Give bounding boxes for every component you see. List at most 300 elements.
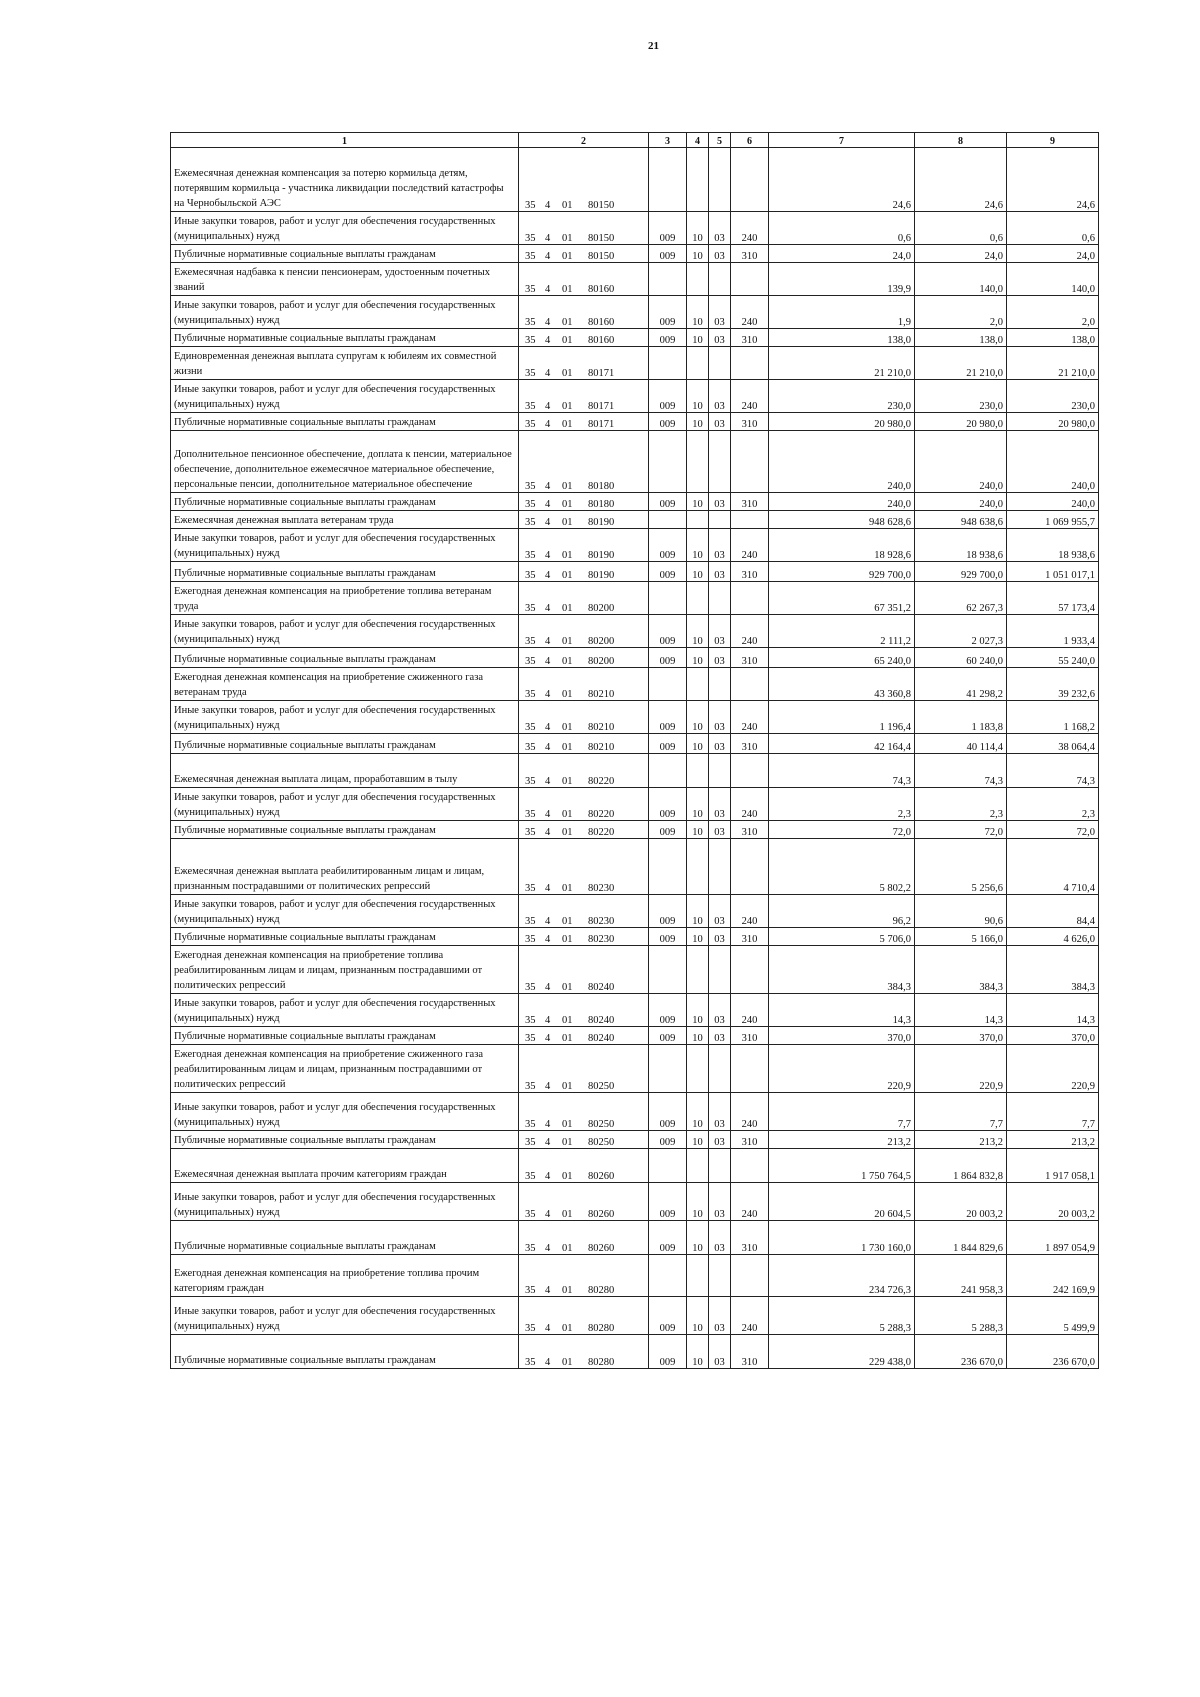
code-part-c2b: 4 [545,1171,551,1182]
amount-col-8: 1 844 829,6 [915,1221,1007,1255]
ministry-code: 009 [649,380,687,413]
amount-col-9: 1 897 054,9 [1007,1221,1099,1255]
code-part-c2a: 35 [525,251,536,262]
amount-col-7: 0,6 [769,212,915,245]
code-part-c2a: 35 [525,1357,536,1368]
ministry-code: 009 [649,1183,687,1221]
code-part-c2c: 01 [562,317,573,328]
amount-col-9: 24,6 [1007,148,1099,212]
amount-col-9: 18 938,6 [1007,529,1099,562]
code-part-c2c: 01 [562,1171,573,1182]
header-col-5: 5 [709,133,731,148]
code-part-c2b: 4 [545,481,551,492]
code-part-c2a: 35 [525,1209,536,1220]
row-name: Иные закупки товаров, работ и услуг для обеспечения государственных (муниципальных) нужд [171,615,519,648]
section-code: 10 [687,1297,709,1335]
table-row [171,668,1099,701]
amount-col-8: 20 003,2 [915,1183,1007,1221]
target-article-code [519,148,649,212]
amount-col-7: 20 980,0 [769,413,915,431]
amount-col-8: 14,3 [915,994,1007,1027]
code-part-c2c: 01 [562,284,573,295]
amount-col-9: 21 210,0 [1007,347,1099,380]
amount-col-8: 72,0 [915,821,1007,839]
subsection-code [709,946,731,994]
row-name: Ежемесячная надбавка к пенсии пенсионерам, удостоенным почетных званий [171,263,519,296]
code-part-c2b: 4 [545,317,551,328]
code-part-c2c: 01 [562,1357,573,1368]
code-part-c2b: 4 [545,809,551,820]
amount-col-7: 24,0 [769,245,915,263]
amount-col-7: 1,9 [769,296,915,329]
ministry-code [649,946,687,994]
code-part-c2a: 35 [525,776,536,787]
code-part-c2d: 80280 [588,1285,615,1296]
code-part-c2c: 01 [562,934,573,945]
code-part-c2b: 4 [545,1357,551,1368]
row-name: Ежегодная денежная компенсация на приобретение сжиженного газа реабилитированным лицам и лицам, признанным пострадавшими от политических репрессий [171,1045,519,1093]
row-name: Ежегодная денежная компенсация на приобретение топлива ветеранам труда [171,582,519,615]
table-row [171,839,1099,895]
section-code [687,582,709,615]
ministry-code: 009 [649,1093,687,1131]
code-part-c2c: 01 [562,656,573,667]
amount-col-7: 139,9 [769,263,915,296]
row-name: Иные закупки товаров, работ и услуг для обеспечения государственных (муниципальных) нужд [171,1183,519,1221]
ministry-code [649,148,687,212]
code-part-c2a: 35 [525,883,536,894]
row-name: Публичные нормативные социальные выплаты гражданам [171,821,519,839]
section-code [687,263,709,296]
code-part-c2c: 01 [562,1119,573,1130]
expense-type-code: 240 [731,1183,769,1221]
code-part-c2a: 35 [525,517,536,528]
code-part-c2a: 35 [525,636,536,647]
amount-col-7: 2,3 [769,788,915,821]
target-article-code [519,788,649,821]
ministry-code: 009 [649,329,687,347]
code-part-c2a: 35 [525,200,536,211]
page-number: 21 [648,40,659,52]
table-row [171,329,1099,347]
subsection-code: 03 [709,245,731,263]
section-code: 10 [687,615,709,648]
amount-col-8: 62 267,3 [915,582,1007,615]
section-code [687,668,709,701]
header-col-1: 1 [171,133,519,148]
amount-col-8: 236 670,0 [915,1335,1007,1369]
amount-col-7: 929 700,0 [769,562,915,582]
code-part-c2d: 80200 [588,603,615,614]
amount-col-8: 384,3 [915,946,1007,994]
code-part-c2a: 35 [525,1285,536,1296]
subsection-code: 03 [709,1027,731,1045]
expense-type-code: 240 [731,1297,769,1335]
amount-col-8: 24,6 [915,148,1007,212]
amount-col-9: 4 710,4 [1007,839,1099,895]
amount-col-7: 229 438,0 [769,1335,915,1369]
amount-col-8: 138,0 [915,329,1007,347]
row-name: Публичные нормативные социальные выплаты гражданам [171,1335,519,1369]
amount-col-9: 4 626,0 [1007,928,1099,946]
code-part-c2b: 4 [545,1137,551,1148]
ministry-code: 009 [649,562,687,582]
ministry-code [649,754,687,788]
amount-col-8: 140,0 [915,263,1007,296]
code-part-c2c: 01 [562,570,573,581]
amount-col-8: 370,0 [915,1027,1007,1045]
header-col-3: 3 [649,133,687,148]
ministry-code [649,582,687,615]
code-part-c2a: 35 [525,1033,536,1044]
amount-col-9: 38 064,4 [1007,734,1099,754]
expense-type-code: 310 [731,493,769,511]
expense-type-code: 310 [731,562,769,582]
code-part-c2a: 35 [525,916,536,927]
subsection-code [709,1149,731,1183]
code-part-c2b: 4 [545,251,551,262]
subsection-code: 03 [709,648,731,668]
section-code: 10 [687,928,709,946]
ministry-code [649,347,687,380]
expense-type-code: 240 [731,212,769,245]
code-part-c2b: 4 [545,1033,551,1044]
row-name: Публичные нормативные социальные выплаты гражданам [171,493,519,511]
subsection-code: 03 [709,1131,731,1149]
amount-col-7: 74,3 [769,754,915,788]
table-row [171,1183,1099,1221]
subsection-code: 03 [709,821,731,839]
row-name: Ежемесячная денежная выплата ветеранам труда [171,511,519,529]
amount-col-8: 220,9 [915,1045,1007,1093]
expense-type-code: 310 [731,329,769,347]
expense-type-code [731,1149,769,1183]
section-code: 10 [687,212,709,245]
amount-col-9: 72,0 [1007,821,1099,839]
amount-col-7: 213,2 [769,1131,915,1149]
code-part-c2d: 80220 [588,776,615,787]
ministry-code [649,263,687,296]
code-part-c2b: 4 [545,742,551,753]
code-part-c2d: 80230 [588,883,615,894]
ministry-code: 009 [649,1221,687,1255]
code-part-c2d: 80150 [588,233,615,244]
table-row [171,148,1099,212]
amount-col-8: 5 288,3 [915,1297,1007,1335]
table-row [171,895,1099,928]
amount-col-8: 40 114,4 [915,734,1007,754]
amount-col-7: 230,0 [769,380,915,413]
target-article-code [519,413,649,431]
row-name: Публичные нормативные социальные выплаты гражданам [171,1221,519,1255]
target-article-code [519,1045,649,1093]
expense-type-code: 240 [731,1093,769,1131]
amount-col-7: 240,0 [769,431,915,493]
section-code: 10 [687,648,709,668]
code-part-c2d: 80160 [588,284,615,295]
section-code [687,347,709,380]
subsection-code [709,1255,731,1297]
code-part-c2d: 80260 [588,1243,615,1254]
code-part-c2d: 80171 [588,419,615,430]
amount-col-7: 7,7 [769,1093,915,1131]
code-part-c2a: 35 [525,550,536,561]
amount-col-8: 24,0 [915,245,1007,263]
target-article-code [519,1335,649,1369]
amount-col-7: 384,3 [769,946,915,994]
amount-col-9: 236 670,0 [1007,1335,1099,1369]
ministry-code: 009 [649,788,687,821]
amount-col-8: 240,0 [915,493,1007,511]
amount-col-9: 1 933,4 [1007,615,1099,648]
ministry-code: 009 [649,928,687,946]
target-article-code [519,1297,649,1335]
code-part-c2b: 4 [545,1243,551,1254]
code-part-c2c: 01 [562,1243,573,1254]
subsection-code [709,668,731,701]
row-name: Публичные нормативные социальные выплаты гражданам [171,245,519,263]
amount-col-8: 18 938,6 [915,529,1007,562]
amount-col-9: 1 051 017,1 [1007,562,1099,582]
section-code: 10 [687,788,709,821]
code-part-c2c: 01 [562,1033,573,1044]
code-part-c2a: 35 [525,982,536,993]
section-code: 10 [687,562,709,582]
ministry-code [649,839,687,895]
code-part-c2c: 01 [562,636,573,647]
code-part-c2d: 80150 [588,251,615,262]
section-code [687,946,709,994]
expense-type-code [731,347,769,380]
amount-col-9: 242 169,9 [1007,1255,1099,1297]
section-code [687,1255,709,1297]
amount-col-9: 230,0 [1007,380,1099,413]
table-row [171,529,1099,562]
table-row [171,263,1099,296]
code-part-c2a: 35 [525,656,536,667]
code-part-c2c: 01 [562,1015,573,1026]
table-row [171,946,1099,994]
code-part-c2c: 01 [562,335,573,346]
code-part-c2d: 80190 [588,550,615,561]
target-article-code [519,431,649,493]
code-part-c2b: 4 [545,284,551,295]
table-row [171,615,1099,648]
subsection-code: 03 [709,329,731,347]
expense-type-code [731,1255,769,1297]
subsection-code [709,431,731,493]
header-col-8: 8 [915,133,1007,148]
amount-col-9: 1 917 058,1 [1007,1149,1099,1183]
code-part-c2d: 80180 [588,481,615,492]
table-row [171,1027,1099,1045]
code-part-c2c: 01 [562,499,573,510]
ministry-code [649,1255,687,1297]
table-row [171,994,1099,1027]
amount-col-9: 20 003,2 [1007,1183,1099,1221]
code-part-c2a: 35 [525,603,536,614]
code-part-c2b: 4 [545,1323,551,1334]
amount-col-9: 55 240,0 [1007,648,1099,668]
section-code [687,1149,709,1183]
amount-col-8: 0,6 [915,212,1007,245]
row-name: Ежемесячная денежная выплата прочим категориям граждан [171,1149,519,1183]
amount-col-9: 2,3 [1007,788,1099,821]
subsection-code [709,582,731,615]
subsection-code [709,148,731,212]
code-part-c2c: 01 [562,809,573,820]
code-part-c2b: 4 [545,722,551,733]
code-part-c2a: 35 [525,1171,536,1182]
code-part-c2c: 01 [562,883,573,894]
code-part-c2b: 4 [545,689,551,700]
table-body [171,148,1099,1369]
row-name: Иные закупки товаров, работ и услуг для обеспечения государственных (муниципальных) нужд [171,994,519,1027]
row-name: Публичные нормативные социальные выплаты гражданам [171,1027,519,1045]
code-part-c2b: 4 [545,1285,551,1296]
subsection-code [709,754,731,788]
expense-type-code: 310 [731,734,769,754]
ministry-code: 009 [649,734,687,754]
ministry-code: 009 [649,615,687,648]
ministry-code: 009 [649,648,687,668]
row-name: Ежемесячная денежная выплата реабилитированным лицам и лицам, признанным пострадавшими от политических репрессий [171,839,519,895]
code-part-c2a: 35 [525,809,536,820]
code-part-c2a: 35 [525,570,536,581]
amount-col-9: 1 069 955,7 [1007,511,1099,529]
code-part-c2b: 4 [545,1119,551,1130]
subsection-code: 03 [709,928,731,946]
target-article-code [519,754,649,788]
amount-col-7: 5 288,3 [769,1297,915,1335]
code-part-c2b: 4 [545,499,551,510]
header-col-7: 7 [769,133,915,148]
code-part-c2c: 01 [562,776,573,787]
subsection-code [709,1045,731,1093]
code-part-c2b: 4 [545,916,551,927]
code-part-c2b: 4 [545,335,551,346]
table-row [171,296,1099,329]
table-row [171,648,1099,668]
expense-type-code: 240 [731,994,769,1027]
code-part-c2a: 35 [525,317,536,328]
row-name: Публичные нормативные социальные выплаты гражданам [171,562,519,582]
code-part-c2c: 01 [562,419,573,430]
ministry-code: 009 [649,413,687,431]
section-code: 10 [687,895,709,928]
row-name: Ежемесячная денежная компенсация за потерю кормильца детям, потерявшим кормильца - участника ликвидации последствий катастрофы на Чернобыльской АЭС [171,148,519,212]
section-code [687,511,709,529]
amount-col-7: 1 730 160,0 [769,1221,915,1255]
expense-type-code: 310 [731,821,769,839]
target-article-code [519,296,649,329]
code-part-c2b: 4 [545,883,551,894]
amount-col-7: 1 196,4 [769,701,915,734]
section-code: 10 [687,1027,709,1045]
amount-col-8: 230,0 [915,380,1007,413]
target-article-code [519,582,649,615]
expense-type-code: 310 [731,245,769,263]
amount-col-8: 20 980,0 [915,413,1007,431]
amount-col-9: 20 980,0 [1007,413,1099,431]
code-part-c2c: 01 [562,982,573,993]
code-part-c2a: 35 [525,689,536,700]
amount-col-7: 14,3 [769,994,915,1027]
subsection-code: 03 [709,615,731,648]
section-code [687,839,709,895]
code-part-c2a: 35 [525,368,536,379]
amount-col-9: 5 499,9 [1007,1297,1099,1335]
expense-type-code: 240 [731,895,769,928]
table-row [171,1149,1099,1183]
amount-col-8: 241 958,3 [915,1255,1007,1297]
expense-type-code [731,431,769,493]
row-name: Ежегодная денежная компенсация на приобретение топлива прочим категориям граждан [171,1255,519,1297]
code-part-c2b: 4 [545,982,551,993]
amount-col-7: 1 750 764,5 [769,1149,915,1183]
subsection-code [709,263,731,296]
table-row [171,493,1099,511]
row-name: Публичные нормативные социальные выплаты гражданам [171,329,519,347]
code-part-c2a: 35 [525,481,536,492]
amount-col-8: 60 240,0 [915,648,1007,668]
row-name: Иные закупки товаров, работ и услуг для обеспечения государственных (муниципальных) нужд [171,701,519,734]
code-part-c2c: 01 [562,1285,573,1296]
code-part-c2c: 01 [562,1323,573,1334]
amount-col-8: 948 638,6 [915,511,1007,529]
code-part-c2d: 80160 [588,335,615,346]
amount-col-7: 220,9 [769,1045,915,1093]
amount-col-9: 220,9 [1007,1045,1099,1093]
section-code: 10 [687,380,709,413]
row-name: Иные закупки товаров, работ и услуг для обеспечения государственных (муниципальных) нужд [171,895,519,928]
table-row [171,1131,1099,1149]
code-part-c2d: 80260 [588,1171,615,1182]
code-part-c2a: 35 [525,401,536,412]
ministry-code [649,511,687,529]
code-part-c2c: 01 [562,916,573,927]
row-name: Публичные нормативные социальные выплаты гражданам [171,1131,519,1149]
row-name: Публичные нормативные социальные выплаты гражданам [171,413,519,431]
ministry-code: 009 [649,493,687,511]
code-part-c2d: 80190 [588,517,615,528]
code-part-c2c: 01 [562,1081,573,1092]
expense-type-code: 310 [731,928,769,946]
subsection-code: 03 [709,1221,731,1255]
code-part-c2c: 01 [562,722,573,733]
target-article-code [519,994,649,1027]
code-part-c2b: 4 [545,603,551,614]
expense-type-code: 310 [731,1027,769,1045]
amount-col-7: 65 240,0 [769,648,915,668]
row-name: Ежегодная денежная компенсация на приобретение топлива реабилитированным лицам и лицам, признанным пострадавшими от политических репрессий [171,946,519,994]
code-part-c2d: 80171 [588,401,615,412]
code-part-c2c: 01 [562,742,573,753]
section-code: 10 [687,1131,709,1149]
target-article-code [519,1131,649,1149]
target-article-code [519,648,649,668]
code-part-c2c: 01 [562,368,573,379]
expense-type-code: 310 [731,1131,769,1149]
target-article-code [519,511,649,529]
amount-col-8: 2,3 [915,788,1007,821]
code-part-c2a: 35 [525,1243,536,1254]
code-part-c2a: 35 [525,233,536,244]
amount-col-8: 7,7 [915,1093,1007,1131]
expense-type-code: 240 [731,296,769,329]
target-article-code [519,212,649,245]
target-article-code [519,928,649,946]
